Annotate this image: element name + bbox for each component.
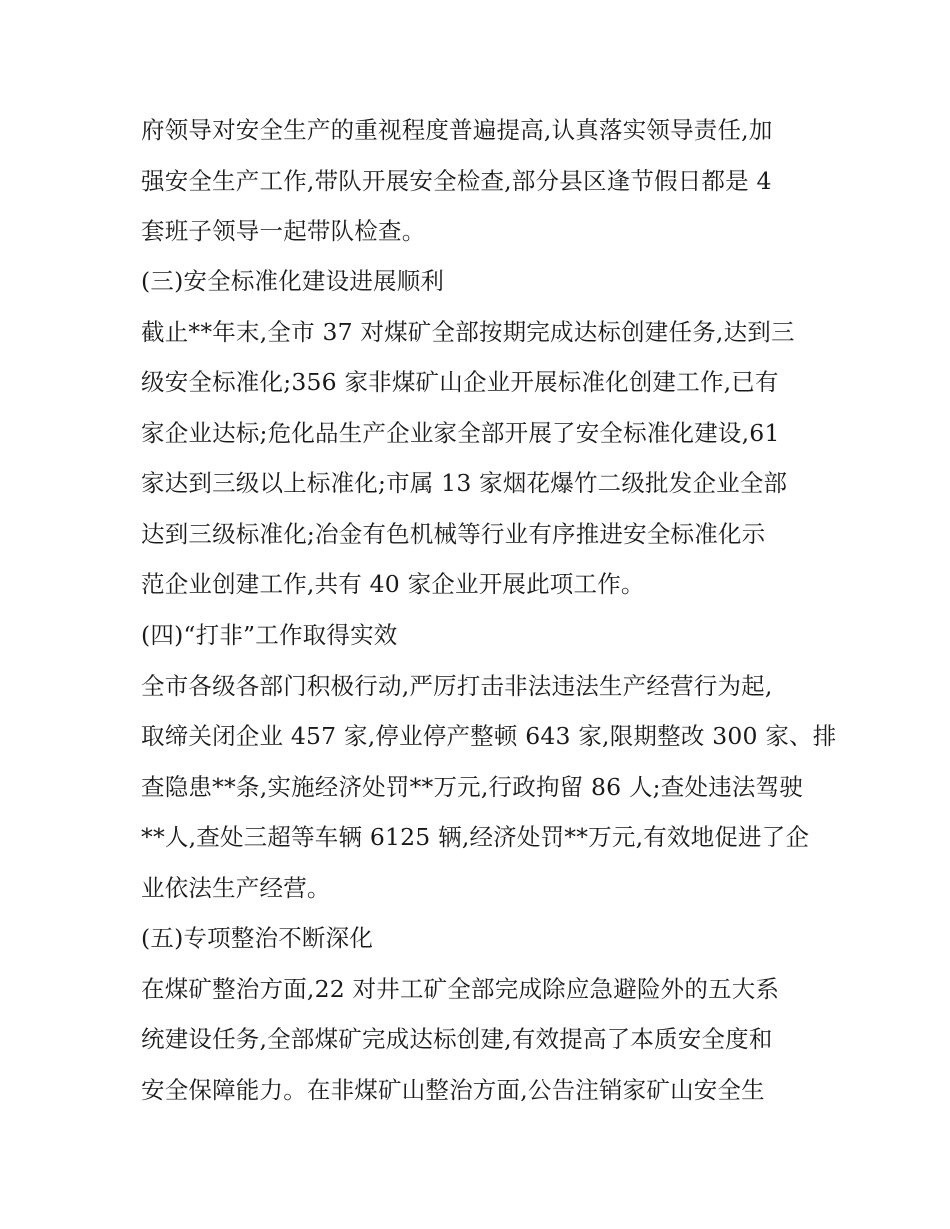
text-line: 范企业创建工作,共有 40 家企业开展此项工作。 — [141, 570, 645, 598]
text-line: 业依法生产经营。 — [141, 874, 331, 902]
text-line: 统建设任务,全部煤矿完成达标创建,有效提高了本质安全度和 — [141, 1025, 773, 1053]
text-line: 在煤矿整治方面,22 对井工矿全部完成除应急避险外的五大系 — [141, 975, 780, 1003]
text-line: 截止**年末,全市 37 对煤矿全部按期完成达标创建任务,达到三 — [141, 318, 795, 346]
text-line: 府领导对安全生产的重视程度普遍提高,认真落实领导责任,加 — [141, 116, 773, 144]
section-heading-4: (四)“打非”工作取得实效 — [141, 621, 398, 649]
text-line: 安全保障能力。在非煤矿山整治方面,公告注销家矿山安全生 — [141, 1076, 765, 1104]
text-line: **人,查处三超等车辆 6125 辆,经济处罚**万元,有效地促进了企 — [141, 823, 810, 851]
text-line: 全市各级各部门积极行动,严厉打击非法违法生产经营行为起, — [141, 672, 773, 700]
text-line: 取缔关闭企业 457 家,停业停产整顿 643 家,限期整改 300 家、排 — [141, 722, 837, 750]
text-line: 级安全标准化;356 家非煤矿山企业开展标准化创建工作,已有 — [141, 368, 779, 396]
text-line: 家达到三级以上标准化;市属 13 家烟花爆竹二级批发企业全部 — [141, 469, 788, 497]
text-line: 查隐患**条,实施经济处罚**万元,行政拘留 86 人;查处违法驾驶 — [141, 773, 803, 801]
section-heading-5: (五)专项整治不断深化 — [141, 924, 374, 952]
section-heading-3: (三)安全标准化建设进展顺利 — [141, 267, 445, 295]
text-line: 家企业达标;危化品生产企业家全部开展了安全标准化建设,61 — [141, 419, 780, 447]
text-line: 达到三级标准化;冶金有色机械等行业有序推进安全标准化示 — [141, 520, 766, 548]
text-line: 套班子领导一起带队检查。 — [141, 217, 426, 245]
text-line: 强安全生产工作,带队开展安全检查,部分县区逢节假日都是 4 — [141, 167, 772, 195]
